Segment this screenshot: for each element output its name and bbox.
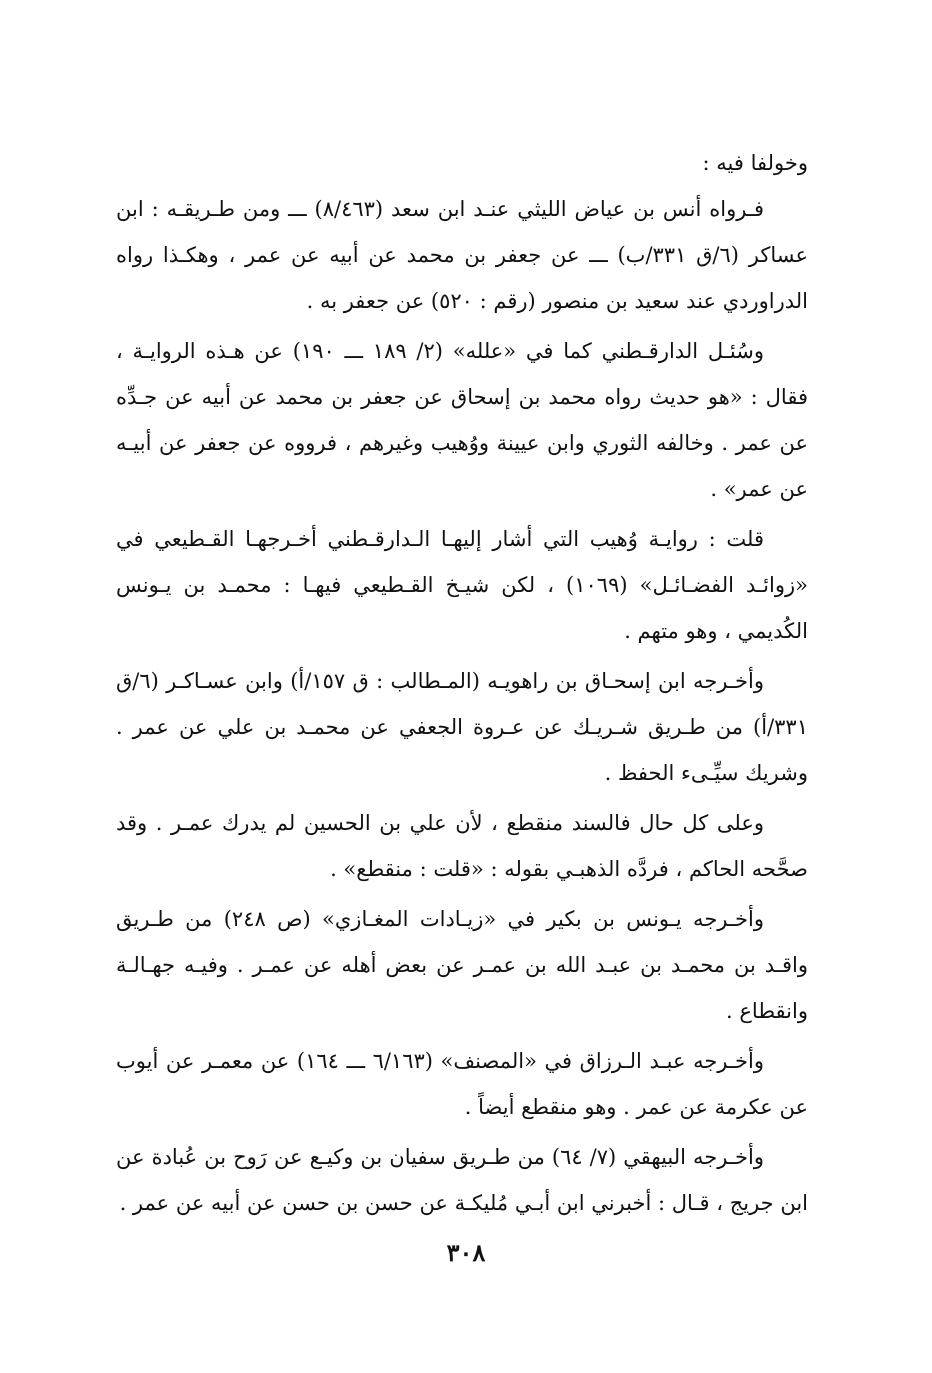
paragraph-ibn-rahwayh: وأخـرجه ابن إسحـاق بن راهويـه (المـطالب : ق ١٥٧/أ) وابن عسـاكـر (٦/ق ٣٣١/أ) من طـريق شـريـك عن عـروة الجعفي عن محمـد بن علي عن عمر . وشريك سيِّـىء الحفظ .	[116, 669, 808, 785]
paragraph-yunus-bukayr: وأخـرجه يـونس بن بكير في «زيـادات المغـازي» (ص ٢٤٨) من طـريق واقـد بن محمـد بن عبـد الله بن عمـر عن بعض أهله عن عمـر . وفيـه جهـالـة وانقطاع .	[116, 907, 808, 1023]
paragraph-daraqutni-question: وسُئـل الدارقـطني كما في «علله» (٢/ ١٨٩ ـــ ١٩٠) عن هـذه الروايـة ، فقال : «هو حديث رواه محمد بن إسحاق عن جعفر بن محمد عن أبيه عن جـدِّه عن عمر . وخالفه الثوري وابن عيينة ووُهيب وغيرهم ، فرووه عن جعفر عن أبيـه عن عمر» .	[116, 339, 808, 501]
paragraph-wuhayb-narration: قلت : روايـة وُهيب التي أشار إليهـا الـدارقـطني أخـرجهـا القـطيعي في «زوائـد الفضـائـل» (١٠٦٩) ، لكن شيـخ القـطيعي فيهـا : محمـد بن يـونس الكُديمي ، وهو متهم .	[116, 527, 808, 643]
paragraph-abdurrazzaq: وأخـرجه عبـد الـرزاق في «المصنف» (٦/١٦٣ ـــ ١٦٤) عن معمـر عن أيوب عن عكرمة عن عمر . وهو منقطع أيضاً .	[116, 1049, 808, 1119]
paragraph-munqati-note: وعلى كل حال فالسند منقطع ، لأن علي بن الحسين لم يدرك عمـر . وقد صحَّحه الحاكم ، فردَّه الذهبـي بقوله : «قلت : منقطع» .	[116, 811, 808, 881]
paragraph-bayhaqi: وأخـرجه البيهقي (٧/ ٦٤) من طـريق سفيان بن وكيـع عن رَوح بن عُبادة عن ابن جريج ، قـال : أخبرني ابن أبـي مُليكـة عن حسن بن حسن عن أبيه عن عمر .	[116, 1145, 808, 1215]
main-text	[116, 140, 808, 1230]
page-number: ٣٠٨	[446, 1238, 486, 1267]
paragraph-intro: وخولفا فيه :	[702, 151, 808, 175]
paragraph-anas-narration: فـرواه أنس بن عياض الليثي عنـد ابن سعد (٨/٤٦٣) ـــ ومن طـريقـه : ابن عساكر (٦/ق ٣٣١/ب) ـــ عن جعفر بن محمد عن أبيه عن عمر ، وهكـذا رواه الدراوردي عند سعيد بن منصور (رقم : ٥٢٠) عن جعفر به .	[116, 197, 808, 313]
